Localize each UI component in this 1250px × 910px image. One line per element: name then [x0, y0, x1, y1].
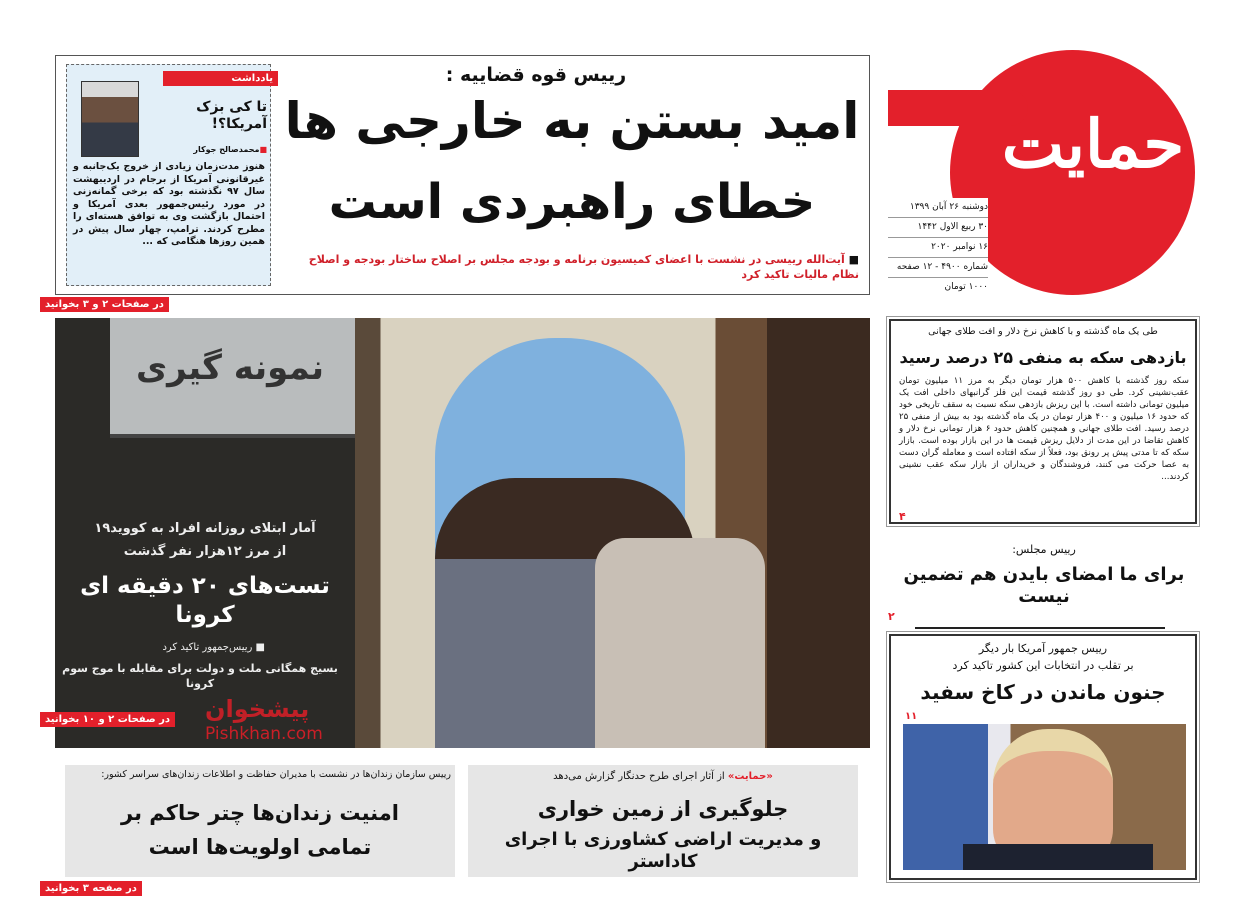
trump-headline: جنون ماندن در کاخ سفید	[920, 680, 1166, 704]
masthead	[888, 50, 1198, 295]
coin-page: ۴	[899, 510, 906, 523]
lead-kicker: رییس قوه قضاییه :	[445, 64, 627, 86]
photo-story[interactable]	[55, 318, 870, 748]
trump-kicker-1: رییس جمهور آمریکا بار دیگر	[978, 642, 1108, 655]
photo-sub-kicker: ■ رییس‌جمهور تاکید کرد	[162, 642, 265, 653]
trump-photo	[903, 724, 1186, 870]
date-persian: دوشنبه ۲۶ آبان ۱۳۹۹	[888, 198, 988, 218]
cadastre-story[interactable]	[468, 765, 858, 877]
issue-number: شماره ۴۹۰۰ - ۱۲ صفحه	[888, 258, 988, 278]
photo-kicker-1: آمار ابتلای روزانه افراد به کووید۱۹	[94, 521, 316, 536]
editorial-more-link[interactable]: در صفحات ۲ و ۳ بخوانید	[40, 297, 169, 312]
coin-kicker: طی یک ماه گذشته و با کاهش نرخ دلار و افت طلای جهانی	[928, 326, 1158, 337]
divider	[915, 627, 1165, 629]
chair	[595, 538, 765, 748]
price: ۱۰۰۰ تومان	[944, 282, 988, 292]
prisons-story[interactable]	[65, 765, 455, 877]
bullet-icon: ■	[252, 642, 265, 653]
coin-body: سکه روز گذشته با کاهش ۵۰۰ هزار تومان دیگر به مرز ۱۱ میلیون تومان عقب‌نشینی کرد. طی دو روز گذشته قیمت این فلز گرانبهای داخلی افت یک میلیون تومانی داشته است. با این ریزش بازدهی سکه نسبت به سقف تاریخی خود که حدود ۱۶ میلیون و ۴۰۰ هزار تومان در یک ماه گذشته بود به بیش از منفی ۲۵ درصد رسید. افت طلای جهانی و همچنین کاهش حدود ۶ هزار تومانی نرخ دلار و کاهش تقاضا در این مدت از دلایل ریزش قیمت ها در این بازار بوده است. بازار سکه که تا مدتی پیش پر رونق بود، فعلاً از سکه افتاده است و معامله گران دست به عصا حرکت می کنند، فروشندگان و خریداران از بازار سکه عقب نشینی کردند...	[899, 376, 1190, 482]
editorial-tag: یادداشت	[163, 71, 278, 86]
date-hijri: ۳۰ ربیع الاول ۱۴۴۲	[888, 218, 988, 238]
cadastre-headline-2: و مدیریت اراضی کشاورزی با اجرای کاداستر	[504, 829, 822, 872]
editorial-body: هنوز مدت‌زمان زیادی از خروج یک‌جانبه و غیرقانونی آمریکا از برجام در اردیبهشت سال ۹۷ نگذشته بود که برخی گمانه‌زنی در مورد رئیس‌جمهور بعدی آمریکا و احتمال بازگشت وی به توافق هسته‌ای را مطرح کردند. ترامپ، چهار سال پیش در همین روزها هنگامی که ...	[73, 161, 265, 247]
author-photo	[81, 81, 139, 157]
trump-page: ۱۱	[905, 711, 918, 722]
coin-story[interactable]	[889, 319, 1197, 524]
watermark-url: Pishkhan.com	[205, 724, 323, 744]
sign-text: نمونه گیری	[135, 348, 325, 388]
parliament-page: ۲	[888, 610, 895, 623]
parliament-headline: برای ما امضای بایدن هم تضمین نیست	[903, 564, 1185, 607]
date-gregorian: ۱۶ نوامبر ۲۰۲۰	[888, 238, 988, 258]
prisons-headline-2: تمامی اولویت‌ها است	[148, 835, 372, 859]
coin-headline: بازدهی سکه به منفی ۲۵ درصد رسید	[899, 348, 1187, 367]
suit	[963, 844, 1153, 870]
cadastre-kicker: «حمایت» از آثار اجرای طرح حدنگار گزارش می‌دهد	[553, 771, 773, 782]
lead-headline-2: خطای راهبردی است	[328, 174, 816, 230]
watermark: پیشخوان	[205, 695, 310, 723]
prisons-kicker: رییس سازمان زندان‌ها در نشست با مدیران حفاظت و اطلاعات زندان‌های سراسر کشور:	[101, 769, 451, 780]
lead-summary: ■ آیت‌الله رییسی در نشست با اعضای کمیسیون برنامه و بودجه مجلس بر اصلاح ساختار بودجه و اصلاح نظام مالیات تاکید کرد	[308, 253, 859, 281]
logo-text: حمایت	[1001, 105, 1185, 183]
bullet-icon: ■	[844, 253, 859, 266]
date-block	[888, 198, 988, 297]
prisons-more-link[interactable]: در صفحه ۳ بخوانید	[40, 881, 142, 896]
photo-kicker-2: از مرز ۱۲هزار نفر گذشت	[123, 544, 287, 559]
photo-sub-headline: بسیج همگانی ملت و دولت برای مقابله با موج سوم کرونا	[62, 662, 338, 690]
editorial-box[interactable]	[66, 64, 271, 286]
photo-headline: تست‌های ۲۰ دقیقه ای کرونا	[80, 573, 330, 628]
trump-story[interactable]	[889, 634, 1197, 880]
lead-headline-1: امید بستن به خارجی ها	[284, 92, 860, 150]
cadastre-headline-1: جلوگیری از زمین خواری	[537, 797, 789, 821]
trump-kicker-2: بر تقلب در انتخابات این کشور تاکید کرد	[952, 659, 1134, 672]
photo-more-link[interactable]: در صفحات ۲ و ۱۰ بخوانید	[40, 712, 175, 727]
editorial-title: تا کی بزک آمریکا؟!	[196, 99, 267, 132]
parliament-kicker: رییس مجلس:	[1012, 543, 1076, 556]
prisons-headline-1: امنیت زندان‌ها چتر حاکم بر	[121, 801, 399, 825]
editorial-author: ■محمدصالح جوکار	[193, 145, 267, 154]
